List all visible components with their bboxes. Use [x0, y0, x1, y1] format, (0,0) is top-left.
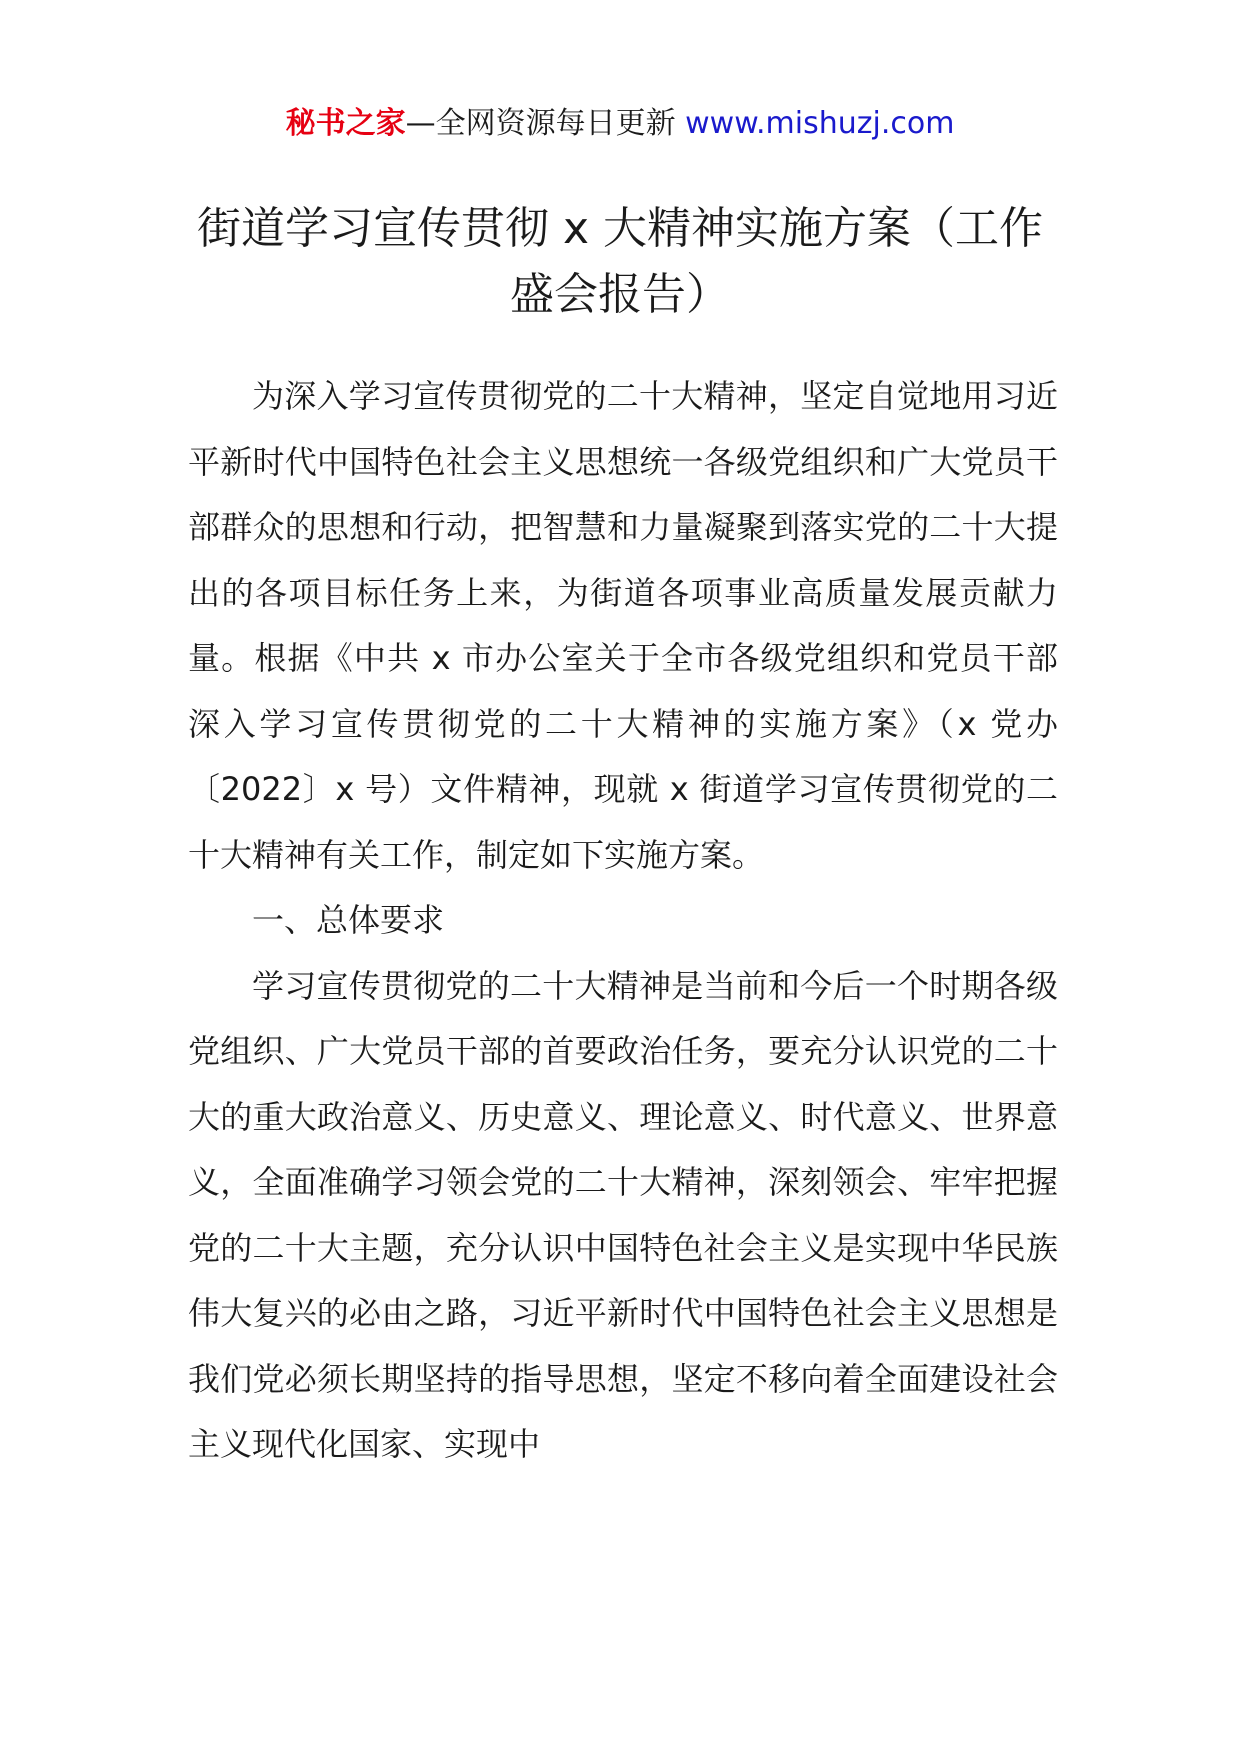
- brand-name: 秘书之家: [285, 106, 406, 141]
- document-title: 街道学习宣传贯彻 x 大精神实施方案（工作盛会报告）: [196, 203, 1043, 320]
- body-paragraph: 学习宣传贯彻党的二十大精神是当前和今后一个时期各级党组织、广大党员干部的首要政治任务，要充分认识党的二十大的重大政治意义、历史意义、理论意义、时代意义、世界意义，全面准确学习领会党的二十大精神，深刻领会、牢牢把握党的二十大主题，充分认识中国特色社会主义是实现中华民族伟大复兴的必由之路，习近平新时代中国特色社会主义思想是我们党必须长期坚持的指导思想，坚定不移向着全面建设社会主义现代化国家、实现中: [188, 966, 1058, 1463]
- document-body: [188, 364, 1058, 1478]
- header-tagline: —全网资源每日更新: [405, 106, 686, 141]
- section-heading: 一、总体要求: [252, 901, 445, 939]
- site-url-link[interactable]: www.mishuzj.com: [685, 106, 955, 141]
- site-header: [0, 100, 1240, 148]
- intro-paragraph: 为深入学习宣传贯彻党的二十大精神，坚定自觉地用习近平新时代中国特色社会主义思想统一各级党组织和广大党员干部群众的思想和行动，把智慧和力量凝聚到落实党的二十大提出的各项目标任务上来，为街道各项事业高质量发展贡献力量。根据《中共 x 市办公室关于全市各级党组织和党员干部深入学习宣传贯彻党的二十大精神的实施方案》（x 党办〔2022〕x 号）文件精神，现就 x 街道学习宣传贯彻党的二十大精神有关工作，制定如下实施方案。: [188, 377, 1058, 874]
